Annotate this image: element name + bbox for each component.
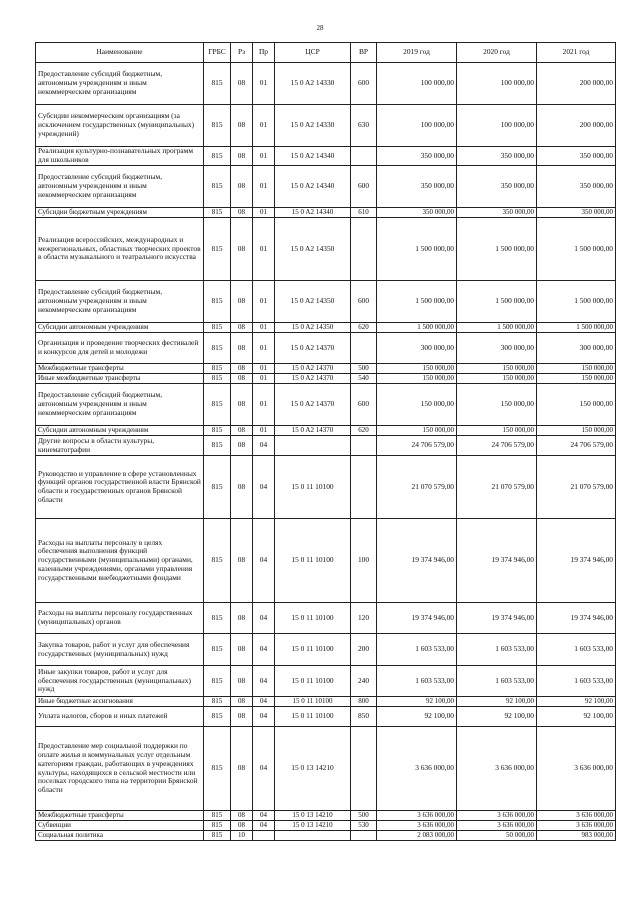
header-year-2021: 2021 год <box>537 43 616 63</box>
cell-y2019: 24 706 579,00 <box>377 436 457 456</box>
cell-y2019: 19 374 946,00 <box>377 519 457 603</box>
cell-y2020: 1 603 533,00 <box>457 634 537 666</box>
cell-rz: 08 <box>231 697 253 707</box>
cell-csr: 15 0 11 10100 <box>275 666 351 697</box>
cell-y2020: 300 000,00 <box>457 333 537 364</box>
cell-y2020: 350 000,00 <box>457 208 537 218</box>
cell-grbs: 815 <box>204 456 231 519</box>
cell-grbs: 815 <box>204 697 231 707</box>
cell-name: Другие вопросы в области культуры, кинематографии <box>36 436 204 456</box>
cell-y2020: 19 374 946,00 <box>457 603 537 634</box>
cell-rz: 08 <box>231 707 253 727</box>
cell-csr: 15 0 A2 14330 <box>275 105 351 147</box>
cell-csr: 15 0 A2 14340 <box>275 147 351 166</box>
table-row <box>36 147 616 166</box>
table-row <box>36 436 616 456</box>
cell-y2020: 1 500 000,00 <box>457 323 537 333</box>
cell-pr: 01 <box>253 147 275 166</box>
table-row <box>36 323 616 333</box>
cell-y2020: 21 070 579,00 <box>457 456 537 519</box>
cell-y2020: 24 706 579,00 <box>457 436 537 456</box>
cell-csr: 15 0 A2 14350 <box>275 218 351 281</box>
cell-rz: 08 <box>231 634 253 666</box>
cell-grbs: 815 <box>204 374 231 384</box>
cell-name: Субвенции <box>36 821 204 831</box>
cell-name: Организация и проведение творческих фестивалей и конкурсов для детей и молодежи <box>36 333 204 364</box>
table-header-row <box>36 43 616 63</box>
cell-name: Предоставление мер социальной поддержки по оплате жилья и коммунальных услуг отдельным категориям граждан, работающих в учреждениях культуры, находящихся в сельской местности или поселках городского типа на территории Брянской области <box>36 727 204 811</box>
cell-y2021: 300 000,00 <box>537 333 616 364</box>
cell-name: Руководство и управление в сфере установленных функций органов государственной власти Брянской области и государственных органов Брянской области <box>36 456 204 519</box>
cell-y2021: 200 000,00 <box>537 105 616 147</box>
cell-vr: 800 <box>351 697 377 707</box>
cell-y2021: 3 636 000,00 <box>537 811 616 821</box>
cell-rz: 08 <box>231 456 253 519</box>
cell-y2019: 19 374 946,00 <box>377 603 457 634</box>
budget-table <box>35 42 616 841</box>
cell-y2021: 350 000,00 <box>537 166 616 208</box>
cell-y2019: 2 083 000,00 <box>377 831 457 841</box>
cell-grbs: 815 <box>204 147 231 166</box>
cell-vr: 620 <box>351 323 377 333</box>
cell-y2019: 150 000,00 <box>377 384 457 426</box>
cell-y2019: 3 636 000,00 <box>377 727 457 811</box>
cell-y2019: 3 636 000,00 <box>377 821 457 831</box>
cell-vr: 240 <box>351 666 377 697</box>
cell-y2021: 3 636 000,00 <box>537 821 616 831</box>
cell-rz: 08 <box>231 364 253 374</box>
cell-y2020: 1 500 000,00 <box>457 218 537 281</box>
table-row <box>36 166 616 208</box>
cell-y2020: 100 000,00 <box>457 63 537 105</box>
cell-grbs: 815 <box>204 426 231 436</box>
cell-grbs: 815 <box>204 281 231 323</box>
cell-y2021: 200 000,00 <box>537 63 616 105</box>
cell-pr: 04 <box>253 707 275 727</box>
cell-csr: 15 0 13 14210 <box>275 727 351 811</box>
table-row <box>36 281 616 323</box>
cell-pr: 04 <box>253 811 275 821</box>
table-row <box>36 811 616 821</box>
cell-csr: 15 0 11 10100 <box>275 634 351 666</box>
cell-name: Расходы на выплаты персоналу в целях обеспечения выполнения функций государственными (муниципальными) органами, казенными учреждениями, органами управления государственными внебюджетными фондами <box>36 519 204 603</box>
cell-y2020: 350 000,00 <box>457 147 537 166</box>
cell-rz: 08 <box>231 281 253 323</box>
cell-y2021: 1 603 533,00 <box>537 666 616 697</box>
cell-grbs: 815 <box>204 105 231 147</box>
cell-y2021: 150 000,00 <box>537 374 616 384</box>
cell-name: Реализация культурно-познавательных программ для школьников <box>36 147 204 166</box>
cell-csr: 15 0 11 10100 <box>275 456 351 519</box>
cell-y2021: 1 500 000,00 <box>537 218 616 281</box>
cell-pr: 01 <box>253 208 275 218</box>
cell-y2019: 1 603 533,00 <box>377 666 457 697</box>
cell-grbs: 815 <box>204 707 231 727</box>
cell-y2019: 3 636 000,00 <box>377 811 457 821</box>
cell-vr: 540 <box>351 374 377 384</box>
cell-y2019: 1 603 533,00 <box>377 634 457 666</box>
cell-vr: 120 <box>351 603 377 634</box>
cell-y2020: 1 603 533,00 <box>457 666 537 697</box>
cell-vr: 600 <box>351 63 377 105</box>
cell-pr: 01 <box>253 63 275 105</box>
cell-y2021: 24 706 579,00 <box>537 436 616 456</box>
cell-name: Субсидии бюджетным учреждениям <box>36 208 204 218</box>
table-row <box>36 384 616 426</box>
cell-pr: 04 <box>253 436 275 456</box>
cell-name: Реализация всероссийских, международных и межрегиональных, областных творческих проектов в области музыкального и театрального искусства <box>36 218 204 281</box>
cell-y2019: 150 000,00 <box>377 364 457 374</box>
cell-csr: 15 0 13 14210 <box>275 821 351 831</box>
cell-name: Предоставление субсидий бюджетным, автономным учреждениям и иным некоммерческим организациям <box>36 166 204 208</box>
cell-rz: 08 <box>231 603 253 634</box>
cell-rz: 08 <box>231 166 253 208</box>
cell-vr <box>351 456 377 519</box>
cell-pr: 01 <box>253 384 275 426</box>
cell-y2021: 1 500 000,00 <box>537 323 616 333</box>
cell-rz: 08 <box>231 519 253 603</box>
header-csr: ЦСР <box>275 43 351 63</box>
cell-grbs: 815 <box>204 436 231 456</box>
page-number: 28 <box>316 24 324 32</box>
cell-y2019: 300 000,00 <box>377 333 457 364</box>
cell-pr: 01 <box>253 218 275 281</box>
cell-grbs: 815 <box>204 634 231 666</box>
cell-rz: 08 <box>231 374 253 384</box>
cell-y2021: 350 000,00 <box>537 208 616 218</box>
cell-y2021: 19 374 946,00 <box>537 519 616 603</box>
cell-y2020: 92 100,00 <box>457 707 537 727</box>
cell-vr: 500 <box>351 364 377 374</box>
table-row <box>36 666 616 697</box>
cell-csr <box>275 436 351 456</box>
cell-grbs: 815 <box>204 333 231 364</box>
cell-y2020: 100 000,00 <box>457 105 537 147</box>
cell-csr: 15 0 A2 14350 <box>275 281 351 323</box>
cell-vr: 610 <box>351 208 377 218</box>
cell-pr: 01 <box>253 166 275 208</box>
cell-y2020: 92 100,00 <box>457 697 537 707</box>
cell-grbs: 815 <box>204 519 231 603</box>
cell-grbs: 815 <box>204 384 231 426</box>
cell-name: Иные межбюджетные трансферты <box>36 374 204 384</box>
cell-grbs: 815 <box>204 821 231 831</box>
cell-pr: 04 <box>253 634 275 666</box>
cell-y2019: 92 100,00 <box>377 707 457 727</box>
cell-y2020: 3 636 000,00 <box>457 727 537 811</box>
cell-y2020: 1 500 000,00 <box>457 281 537 323</box>
cell-rz: 08 <box>231 333 253 364</box>
cell-y2019: 350 000,00 <box>377 208 457 218</box>
cell-rz: 08 <box>231 323 253 333</box>
cell-grbs: 815 <box>204 323 231 333</box>
cell-vr <box>351 147 377 166</box>
cell-name: Субсидии автономным учреждениям <box>36 323 204 333</box>
cell-y2021: 150 000,00 <box>537 364 616 374</box>
cell-vr: 620 <box>351 426 377 436</box>
table-row <box>36 603 616 634</box>
table-row <box>36 374 616 384</box>
cell-pr: 01 <box>253 426 275 436</box>
cell-csr <box>275 831 351 841</box>
cell-name: Субсидии некоммерческим организациям (за исключением государственных (муниципальных) учреждений) <box>36 105 204 147</box>
cell-y2020: 150 000,00 <box>457 384 537 426</box>
cell-pr: 01 <box>253 364 275 374</box>
cell-pr: 04 <box>253 821 275 831</box>
table-row <box>36 218 616 281</box>
cell-pr: 01 <box>253 374 275 384</box>
header-vr: ВР <box>351 43 377 63</box>
cell-csr: 15 0 A2 14330 <box>275 63 351 105</box>
cell-grbs: 815 <box>204 831 231 841</box>
cell-pr: 04 <box>253 519 275 603</box>
table-row <box>36 821 616 831</box>
cell-rz: 08 <box>231 821 253 831</box>
cell-csr: 15 0 A2 14340 <box>275 208 351 218</box>
cell-vr <box>351 727 377 811</box>
cell-vr: 500 <box>351 811 377 821</box>
cell-pr: 04 <box>253 727 275 811</box>
cell-pr <box>253 831 275 841</box>
cell-rz: 08 <box>231 666 253 697</box>
cell-name: Уплата налогов, сборов и иных платежей <box>36 707 204 727</box>
cell-vr <box>351 333 377 364</box>
cell-rz: 08 <box>231 105 253 147</box>
table-row <box>36 519 616 603</box>
cell-y2019: 1 500 000,00 <box>377 281 457 323</box>
cell-vr: 100 <box>351 519 377 603</box>
cell-y2019: 100 000,00 <box>377 63 457 105</box>
cell-y2020: 150 000,00 <box>457 364 537 374</box>
cell-csr: 15 0 A2 14370 <box>275 384 351 426</box>
cell-rz: 08 <box>231 384 253 426</box>
cell-rz: 08 <box>231 147 253 166</box>
cell-y2020: 19 374 946,00 <box>457 519 537 603</box>
cell-vr: 530 <box>351 821 377 831</box>
header-year-2020: 2020 год <box>457 43 537 63</box>
cell-vr <box>351 831 377 841</box>
cell-name: Закупка товаров, работ и услуг для обеспечения государственных (муниципальных) нужд <box>36 634 204 666</box>
cell-y2020: 350 000,00 <box>457 166 537 208</box>
table-row <box>36 707 616 727</box>
header-name: Наименование <box>36 43 204 63</box>
table-row <box>36 208 616 218</box>
table-row <box>36 426 616 436</box>
cell-vr: 600 <box>351 281 377 323</box>
cell-y2021: 3 636 000,00 <box>537 727 616 811</box>
table-row <box>36 831 616 841</box>
cell-y2019: 350 000,00 <box>377 166 457 208</box>
cell-csr: 15 0 A2 14370 <box>275 364 351 374</box>
cell-csr: 15 0 A2 14370 <box>275 333 351 364</box>
cell-rz: 08 <box>231 63 253 105</box>
cell-name: Межбюджетные трансферты <box>36 364 204 374</box>
cell-pr: 04 <box>253 603 275 634</box>
cell-name: Предоставление субсидий бюджетным, автономным учреждениям и иным некоммерческим организациям <box>36 384 204 426</box>
cell-y2021: 92 100,00 <box>537 697 616 707</box>
cell-y2019: 21 070 579,00 <box>377 456 457 519</box>
cell-name: Иные закупки товаров, работ и услуг для обеспечения государственных (муниципальных) нужд <box>36 666 204 697</box>
table-row <box>36 63 616 105</box>
cell-csr: 15 0 A2 14370 <box>275 426 351 436</box>
cell-csr: 15 0 A2 14370 <box>275 374 351 384</box>
cell-rz: 08 <box>231 208 253 218</box>
cell-name: Предоставление субсидий бюджетным, автономным учреждениям и иным некоммерческим организациям <box>36 281 204 323</box>
cell-y2020: 3 636 000,00 <box>457 821 537 831</box>
cell-grbs: 815 <box>204 63 231 105</box>
cell-y2021: 1 603 533,00 <box>537 634 616 666</box>
cell-pr: 04 <box>253 666 275 697</box>
cell-name: Социальная политика <box>36 831 204 841</box>
cell-rz: 08 <box>231 426 253 436</box>
cell-grbs: 815 <box>204 218 231 281</box>
table-row <box>36 333 616 364</box>
header-year-2019: 2019 год <box>377 43 457 63</box>
cell-pr: 01 <box>253 333 275 364</box>
cell-name: Субсидии автономным учреждениям <box>36 426 204 436</box>
cell-y2019: 150 000,00 <box>377 374 457 384</box>
table-row <box>36 634 616 666</box>
cell-y2019: 150 000,00 <box>377 426 457 436</box>
cell-grbs: 815 <box>204 208 231 218</box>
cell-csr: 15 0 A2 14340 <box>275 166 351 208</box>
table-row <box>36 105 616 147</box>
cell-grbs: 815 <box>204 166 231 208</box>
cell-y2021: 150 000,00 <box>537 426 616 436</box>
cell-vr: 630 <box>351 105 377 147</box>
cell-y2021: 150 000,00 <box>537 384 616 426</box>
cell-csr: 15 0 13 14210 <box>275 811 351 821</box>
cell-name: Расходы на выплаты персоналу государственных (муниципальных) органов <box>36 603 204 634</box>
cell-csr: 15 0 11 10100 <box>275 603 351 634</box>
cell-y2020: 50 000,00 <box>457 831 537 841</box>
cell-grbs: 815 <box>204 666 231 697</box>
cell-grbs: 815 <box>204 727 231 811</box>
header-pr: Пр <box>253 43 275 63</box>
cell-y2021: 983 000,00 <box>537 831 616 841</box>
cell-vr <box>351 218 377 281</box>
cell-y2021: 350 000,00 <box>537 147 616 166</box>
table-body <box>36 63 616 841</box>
cell-y2021: 1 500 000,00 <box>537 281 616 323</box>
cell-grbs: 815 <box>204 603 231 634</box>
cell-pr: 04 <box>253 697 275 707</box>
cell-vr <box>351 436 377 456</box>
cell-y2020: 150 000,00 <box>457 426 537 436</box>
table-row <box>36 364 616 374</box>
cell-y2019: 350 000,00 <box>377 147 457 166</box>
cell-pr: 01 <box>253 281 275 323</box>
cell-y2019: 1 500 000,00 <box>377 218 457 281</box>
cell-rz: 10 <box>231 831 253 841</box>
cell-csr: 15 0 11 10100 <box>275 697 351 707</box>
cell-y2021: 92 100,00 <box>537 707 616 727</box>
cell-vr: 600 <box>351 166 377 208</box>
cell-rz: 08 <box>231 218 253 281</box>
header-grbs: ГРБС <box>204 43 231 63</box>
cell-pr: 01 <box>253 323 275 333</box>
cell-csr: 15 0 11 10100 <box>275 519 351 603</box>
cell-csr: 15 0 A2 14350 <box>275 323 351 333</box>
cell-y2019: 92 100,00 <box>377 697 457 707</box>
table-row <box>36 456 616 519</box>
cell-y2020: 3 636 000,00 <box>457 811 537 821</box>
cell-y2021: 19 374 946,00 <box>537 603 616 634</box>
cell-pr: 01 <box>253 105 275 147</box>
cell-name: Иные бюджетные ассигнования <box>36 697 204 707</box>
cell-y2021: 21 070 579,00 <box>537 456 616 519</box>
cell-rz: 08 <box>231 811 253 821</box>
cell-rz: 08 <box>231 727 253 811</box>
cell-name: Предоставление субсидий бюджетным, автономным учреждениям и иным некоммерческим организациям <box>36 63 204 105</box>
cell-grbs: 815 <box>204 811 231 821</box>
header-rz: Рз <box>231 43 253 63</box>
cell-name: Межбюджетные трансферты <box>36 811 204 821</box>
cell-y2019: 100 000,00 <box>377 105 457 147</box>
cell-y2020: 150 000,00 <box>457 374 537 384</box>
cell-grbs: 815 <box>204 364 231 374</box>
cell-vr: 600 <box>351 384 377 426</box>
cell-pr: 04 <box>253 456 275 519</box>
cell-csr: 15 0 11 10100 <box>275 707 351 727</box>
cell-rz: 08 <box>231 436 253 456</box>
cell-y2019: 1 500 000,00 <box>377 323 457 333</box>
table-row <box>36 727 616 811</box>
cell-vr: 200 <box>351 634 377 666</box>
cell-vr: 850 <box>351 707 377 727</box>
table-row <box>36 697 616 707</box>
